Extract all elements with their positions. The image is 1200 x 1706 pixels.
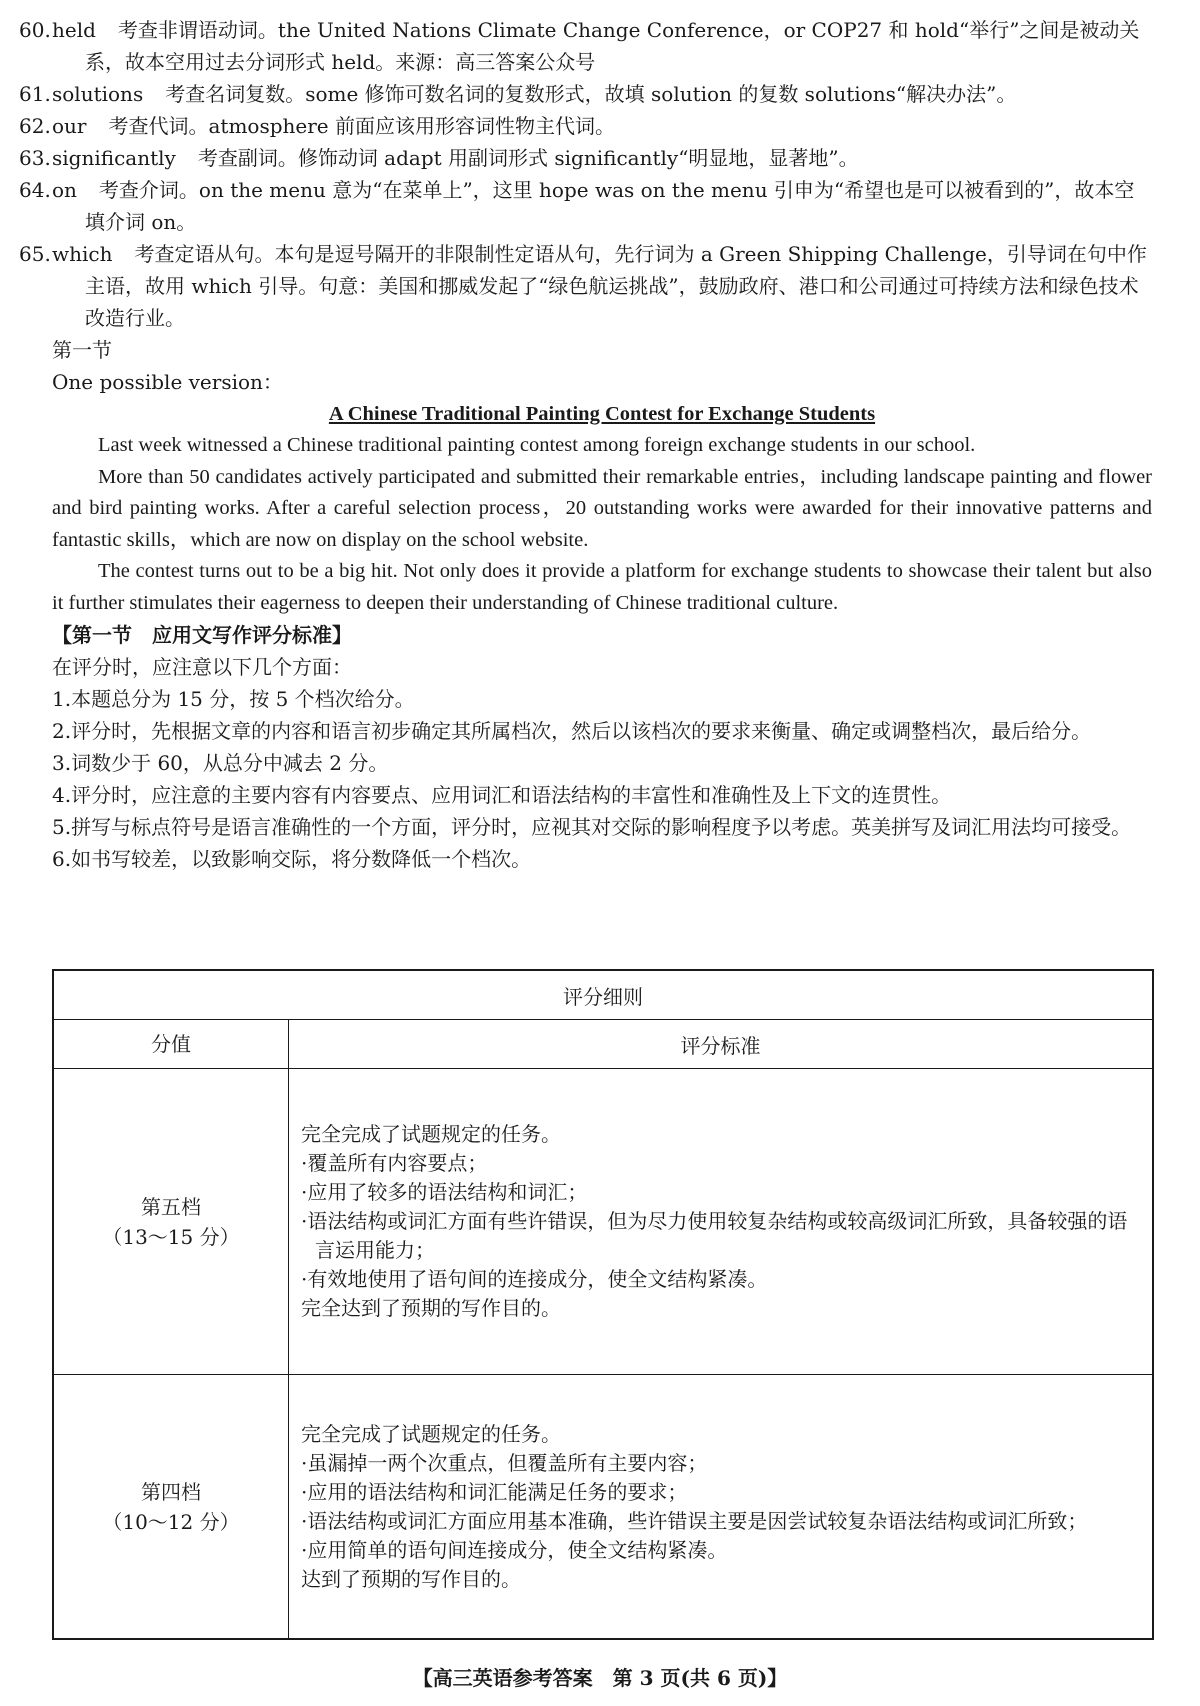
criteria-item: 2.评分时，先根据文章的内容和语言初步确定其所属档次，然后以该档次的要求来衡量、确定或调整档次，最后给分。 bbox=[52, 719, 1092, 743]
answer-explanation: 考查代词。atmosphere 前面应该用形容词性物主代词。 bbox=[108, 114, 615, 138]
criteria-item: 6.如书写较差，以致影响交际，将分数降低一个档次。 bbox=[52, 847, 532, 871]
standard-cell bbox=[289, 1375, 1154, 1639]
essay-title: A Chinese Traditional Painting Contest for Exchange Students bbox=[328, 403, 876, 425]
standard-bullet: ·语法结构或词汇方面有些许错误，但为尽力使用较复杂结构或较高级词汇所致，具备较强的语言运用能力； bbox=[301, 1209, 1128, 1263]
answer-item: 62.our 考查代词。atmosphere 前面应该用形容词性物主代词。 bbox=[19, 114, 615, 138]
answer-item: 61.solutions 考查名词复数。some 修饰可数名词的复数形式，故填 solution 的复数 solutions“解决办法”。 bbox=[19, 82, 1017, 106]
answer-word: our bbox=[52, 114, 87, 138]
answer-item: 64.on 考查介词。on the menu 意为“在菜单上”，这里 hope was on the menu 引申为“希望也是可以被看到的”，故本空填介词 on。 bbox=[19, 178, 1135, 234]
answer-word: significantly bbox=[52, 146, 176, 170]
grade-name: 第五档 bbox=[141, 1194, 201, 1219]
standard-cell bbox=[289, 1069, 1154, 1375]
standard-bullet: ·应用简单的语句间连接成分，使全文结构紧凑。 bbox=[301, 1537, 728, 1562]
criteria-item: 1.本题总分为 15 分，按 5 个档次给分。 bbox=[52, 687, 415, 711]
criteria-heading: 【第一节 应用文写作评分标准】 bbox=[52, 623, 352, 647]
answer-page bbox=[19, 14, 1152, 875]
section-label: 第一节 bbox=[52, 338, 112, 362]
standard-lead: 完全完成了试题规定的任务。 bbox=[301, 1421, 561, 1446]
standard-lead: 完全完成了试题规定的任务。 bbox=[301, 1122, 561, 1147]
standard-bullet: ·虽漏掉一两个次重点，但覆盖所有主要内容； bbox=[301, 1450, 708, 1475]
answer-word: solutions bbox=[52, 82, 144, 106]
essay-paragraph: More than 50 candidates actively participated and submitted their remarkable entries，including landscape painting and flower and bird painting works. After a careful selection process，20 outstanding works were awarded for their innovative patterns and fantastic skills，which are now on display on the school website. bbox=[52, 465, 1152, 551]
standard-bullet: ·覆盖所有内容要点； bbox=[301, 1151, 488, 1176]
rubric-table-title: 评分细则 bbox=[53, 970, 1153, 1020]
grade-cell bbox=[53, 1069, 289, 1375]
answer-explanation: 考查副词。修饰动词 adapt 用副词形式 significantly“明显地，显著地”。 bbox=[197, 146, 859, 170]
answer-explanation: 考查非谓语动词。the United Nations Climate Change Conference，or COP27 和 hold“举行”之间是被动关系，故本空用过去分词形式 held。来源：高三答案公众号 bbox=[85, 18, 1140, 74]
answer-explanation: 考查名词复数。some 修饰可数名词的复数形式，故填 solution 的复数 solutions“解决办法”。 bbox=[165, 82, 1017, 106]
answer-item: 63.significantly 考查副词。修饰动词 adapt 用副词形式 significantly“明显地，显著地”。 bbox=[19, 146, 859, 170]
criteria-item: 5.拼写与标点符号是语言准确性的一个方面，评分时，应视其对交际的影响程度予以考虑。英美拼写及词汇用法均可接受。 bbox=[52, 815, 1132, 839]
grade-range: （13～15 分） bbox=[102, 1224, 240, 1249]
column-header-standard: 评分标准 bbox=[289, 1020, 1154, 1069]
standard-closing: 达到了预期的写作目的。 bbox=[301, 1566, 521, 1591]
answer-explanation: 考查定语从句。本句是逗号隔开的非限制性定语从句，先行词为 a Green Shipping Challenge，引导词在句中作主语，故用 which 引导。句意：美国和挪威发起了“绿色航运挑战”，鼓励政府、港口和公司通过可持续方法和绿色技术改造行业。 bbox=[85, 242, 1147, 330]
answer-item: 65.which 考查定语从句。本句是逗号隔开的非限制性定语从句，先行词为 a Green Shipping Challenge，引导词在句中作主语，故用 which 引导。句意：美国和挪威发起了“绿色航运挑战”，鼓励政府、港口和公司通过可持续方法和绿色技术改造行业。 bbox=[19, 242, 1147, 330]
answer-word: held bbox=[52, 18, 96, 42]
page-footer: 【高三英语参考答案 第 3 页(共 6 页)】 bbox=[412, 1666, 788, 1690]
criteria-item: 4.评分时，应注意的主要内容有内容要点、应用词汇和语法结构的丰富性和准确性及上下文的连贯性。 bbox=[52, 783, 952, 807]
table-row bbox=[53, 1375, 1153, 1639]
grading-criteria bbox=[52, 619, 1152, 875]
grade-range: （10～12 分） bbox=[102, 1509, 240, 1534]
answer-list bbox=[19, 14, 1152, 334]
standard-bullet: ·应用了较多的语法结构和词汇； bbox=[301, 1180, 588, 1205]
version-label: One possible version： bbox=[52, 370, 283, 394]
grade-name: 第四档 bbox=[141, 1479, 201, 1504]
standard-closing: 完全达到了预期的写作目的。 bbox=[301, 1296, 561, 1321]
standard-bullet: ·语法结构或词汇方面应用基本准确，些许错误主要是因尝试较复杂语法结构或词汇所致； bbox=[301, 1508, 1088, 1533]
answer-explanation: 考查介词。on the menu 意为“在菜单上”，这里 hope was on the menu 引申为“希望也是可以被看到的”，故本空填介词 on。 bbox=[85, 178, 1135, 234]
standard-bullet: ·有效地使用了语句间的连接成分，使全文结构紧凑。 bbox=[301, 1267, 768, 1292]
column-header-score: 分值 bbox=[53, 1020, 289, 1069]
answer-word: which bbox=[52, 242, 113, 266]
rubric-table bbox=[52, 969, 1154, 1640]
grade-cell bbox=[53, 1375, 289, 1639]
answer-item: 60.held 考查非谓语动词。the United Nations Climate Change Conference，or COP27 和 hold“举行”之间是被动关系，故本空用过去分词形式 held。来源：高三答案公众号 bbox=[19, 18, 1140, 74]
essay-paragraph: Last week witnessed a Chinese traditional painting contest among foreign exchange students in our school. bbox=[98, 434, 976, 456]
criteria-item: 3.词数少于 60，从总分中减去 2 分。 bbox=[52, 751, 389, 775]
answer-word: on bbox=[52, 178, 77, 202]
criteria-intro: 在评分时，应注意以下几个方面： bbox=[52, 655, 352, 679]
essay-paragraph: The contest turns out to be a big hit. Not only does it provide a platform for exchange students to showcase their talent but also it further stimulates their eagerness to deepen their understanding of Chinese traditional culture. bbox=[52, 560, 1152, 614]
standard-bullet: ·应用的语法结构和词汇能满足任务的要求； bbox=[301, 1479, 688, 1504]
table-row bbox=[53, 1069, 1153, 1375]
sample-essay bbox=[52, 398, 1152, 619]
